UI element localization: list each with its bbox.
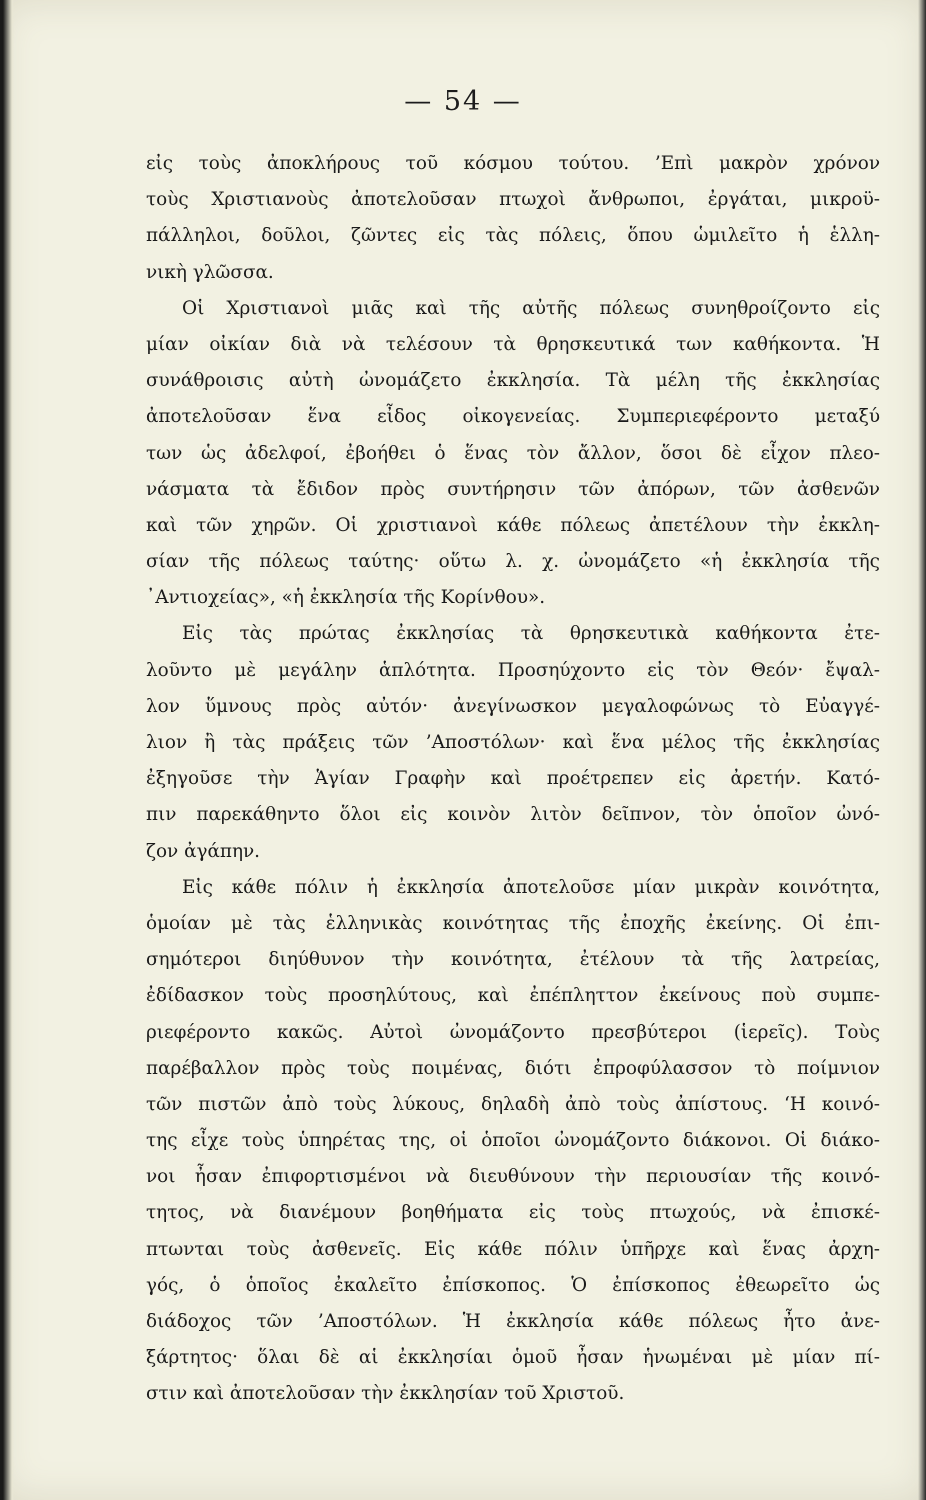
text-line: ᾿Αντιοχείας», «ἡ ἐκκλησία τῆς Κορίνθου».	[146, 587, 546, 609]
page-number: — 54 —	[404, 86, 522, 117]
text-line: Εἰς κάθε πόλιν ἡ ἐκκλησία ἀποτελοῦσε μίαν μικρὰν κοινότητα,	[182, 876, 880, 898]
text-line: τῶν πιστῶν ἀπὸ τοὺς λύκους, δηλαδὴ ἀπὸ τοὺς ἀπίστους. ‘Η κοινό-	[146, 1093, 880, 1115]
text-line: νάσματα τὰ ἔδιδον πρὸς συντήρησιν τῶν ἀπόρων, τῶν ἀσθενῶν	[146, 478, 880, 500]
text-line: νικὴ γλῶσσα.	[146, 261, 274, 283]
text-line: σημότεροι διηύθυνον τὴν κοινότητα, ἐτέλουν τὰ τῆς λατρείας,	[146, 949, 880, 971]
text-line: διάδοχος τῶν ’Αποστόλων. Ἡ ἐκκλησία κάθε πόλεως ἦτο ἀνε-	[146, 1311, 880, 1332]
body-text	[146, 146, 880, 1413]
text-line: λιον ἢ τὰς πράξεις τῶν ’Αποστόλων· καὶ ἕνα μέλος τῆς ἐκκλησίας	[146, 732, 880, 753]
text-line: της εἶχε τοὺς ὑπηρέτας της, οἱ ὁποῖοι ὠνομάζοντο διάκονοι. Οἱ διάκο-	[146, 1130, 880, 1152]
text-line: ὁμοίαν μὲ τὰς ἑλληνικὰς κοινότητας τῆς ἐποχῆς ἐκείνης. Οἱ ἐπι-	[146, 912, 880, 934]
text-line: ἀποτελοῦσαν ἕνα εἶδος οἰκογενείας. Συμπεριεφέροντο μεταξύ	[146, 406, 880, 428]
text-line: ἐξηγοῦσε τὴν Ἁγίαν Γραφὴν καὶ προέτρεπεν εἰς ἀρετήν. Κατό-	[146, 768, 880, 790]
text-line: μίαν οἰκίαν διὰ νὰ τελέσουν τὰ θρησκευτικά των καθήκοντα. Ἡ	[146, 333, 880, 355]
text-line: καὶ τῶν χηρῶν. Οἱ χριστιανοὶ κάθε πόλεως ἀπετέλουν τὴν ἐκκλη-	[146, 514, 880, 536]
text-line: εἰς τοὺς ἀποκλήρους τοῦ κόσμου τούτου. ’Επὶ μακρὸν χρόνον	[146, 153, 880, 174]
text-line: νοι ἦσαν ἐπιφορτισμένοι νὰ διευθύνουν τὴν περιουσίαν τῆς κοινό-	[146, 1166, 880, 1188]
text-line: πιν παρεκάθηντο ὅλοι εἰς κοινὸν λιτὸν δεῖπνον, τὸν ὁποῖον ὠνό-	[146, 804, 880, 826]
page-left-edge-shadow	[0, 0, 14, 1500]
text-line: Οἱ Χριστιανοὶ μιᾶς καὶ τῆς αὐτῆς πόλεως συνηθροίζοντο εἰς	[182, 297, 880, 319]
text-line: σίαν τῆς πόλεως ταύτης· οὕτω λ. χ. ὠνομάζετο «ἡ ἐκκλησία τῆς	[146, 551, 880, 573]
text-line: ἐδίδασκον τοὺς προσηλύτους, καὶ ἐπέπληττον ἐκείνους ποὺ συμπε-	[146, 985, 880, 1007]
text-line: πτωνται τοὺς ἀσθενεῖς. Εἰς κάθε πόλιν ὑπῆρχε καὶ ἕνας ἀρχη-	[146, 1238, 880, 1260]
text-line: συνάθροισις αὐτὴ ὠνομάζετο ἐκκλησία. Τὰ μέλη τῆς ἐκκλησίας	[146, 370, 880, 392]
text-line: λον ὕμνους πρὸς αὐτόν· ἀνεγίνωσκον μεγαλοφώνως τὸ Εὐαγγέ-	[146, 695, 880, 717]
text-line: των ὡς ἀδελφοί, ἐβοήθει ὁ ἕνας τὸν ἄλλον, ὅσοι δὲ εἶχον πλεο-	[146, 442, 880, 464]
text-line: ζον ἀγάπην.	[146, 840, 261, 862]
text-line: τοὺς Χριστιανοὺς ἀποτελοῦσαν πτωχοὶ ἄνθρωποι, ἐργάται, μικροϋ-	[146, 189, 880, 211]
text-line: Εἰς τὰς πρώτας ἐκκλησίας τὰ θρησκευτικὰ καθήκοντα ἐτε-	[182, 623, 880, 645]
text-line: ριεφέροντο κακῶς. Αὐτοὶ ὠνομάζοντο πρεσβύτεροι (ἱερεῖς). Τοὺς	[146, 1021, 880, 1043]
text-line: ξάρτητος· ὅλαι δὲ αἱ ἐκκλησίαι ὁμοῦ ἦσαν ἡνωμέναι μὲ μίαν πί-	[146, 1347, 880, 1369]
text-line: στιν καὶ ἀποτελοῦσαν τὴν ἐκκλησίαν τοῦ Χριστοῦ.	[146, 1383, 625, 1405]
text-line: λοῦντο μὲ μεγάλην ἁπλότητα. Προσηύχοντο εἰς τὸν Θεόν· ἔψαλ-	[146, 659, 880, 681]
page-right-edge-shadow	[918, 0, 926, 1500]
text-line: πάλληλοι, δοῦλοι, ζῶντες εἰς τὰς πόλεις, ὅπου ὡμιλεῖτο ἡ ἑλλη-	[146, 225, 880, 247]
text-line: παρέβαλλον πρὸς τοὺς ποιμένας, διότι ἐπροφύλασσον τὸ ποίμνιον	[146, 1057, 880, 1079]
text-line: τητος, νὰ διανέμουν βοηθήματα εἰς τοὺς πτωχούς, νὰ ἐπισκέ-	[146, 1202, 880, 1224]
text-line: γός, ὁ ὁποῖος ἐκαλεῖτο ἐπίσκοπος. Ὁ ἐπίσκοπος ἐθεωρεῖτο ὡς	[146, 1274, 880, 1296]
